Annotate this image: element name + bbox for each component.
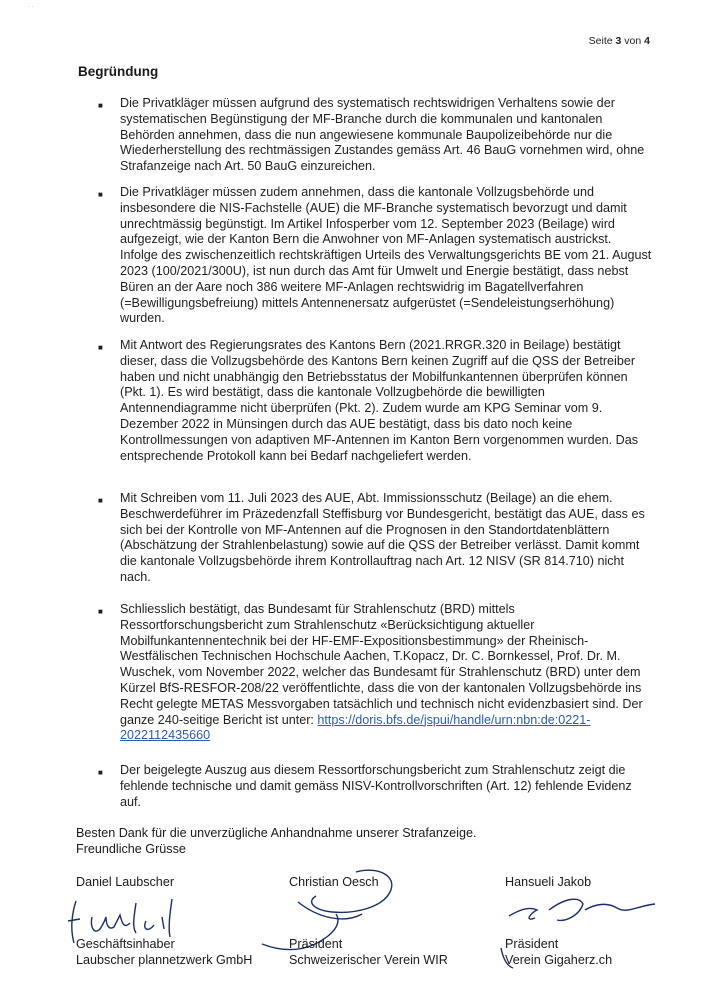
report-link[interactable]: https://doris.bfs.de/jspui/handle/urn:nbn:de:0221-2022112435660: [120, 712, 591, 743]
list-item: [98, 763, 652, 810]
page-separator: von: [624, 35, 642, 47]
list-item: [98, 491, 652, 586]
closing-block: [76, 825, 476, 857]
signatory-role: Präsident: [505, 937, 559, 951]
signatory-name: Hansueli Jakob: [505, 875, 592, 889]
list-item: [98, 338, 652, 464]
section-heading: Begründung: [78, 64, 159, 79]
signatory-role-block: [505, 936, 612, 968]
signatory-org: Laubscher plannetzwerk GmbH: [76, 953, 253, 967]
scan-artifact: · ·: [28, 4, 34, 10]
page-current: 3: [615, 35, 622, 47]
list-item-text: Schliesslich bestätigt, das Bundesamt für Strahlenschutz (BRD) mittels Ressortforschungsbericht zum Strahlenschutz «Berücksichtigung aktueller Mobilfunkantennentechnik bei der HF-EMF-Expositionsbestimmung» der Rheinisch-Westfälischen Technischen Hochschule Aachen, T.Kopacz, Dr. C. Bornkessel, Prof. Dr. M. Wuschek, vom November 2022, welcher das Bundesamt für Strahlenschutz (BRD) unter dem Kürzel BfS-RESFOR-208/22 veröffentlichte, dass die von der kantonalen Vollzugsbehörde ins Recht gelegte METAS Messvorgaben tatsächlich und technisch nicht evidenzbasiert sind. Der ganze 240-seitige Bericht ist unter:: [120, 602, 643, 727]
list-item-text: Der beigelegte Auszug aus diesem Ressortforschungsbericht zum Strahlenschutz zeigt die fehlende technische und damit gemäss NISV-Kontrollvorschriften (Art. 12) fehlende Evidenz auf.: [120, 763, 632, 809]
page-prefix: Seite: [588, 35, 613, 47]
list-item-text: Mit Antwort des Regierungsrates des Kantons Bern (2021.RRGR.320 in Beilage) bestätigt dieser, dass die Vollzugsbehörde des Kantons Bern keinen Zugriff auf die QSS der Betreiber haben und nicht unabhängig den Betriebsstatus der Mobilfunkantennen überprüfen können (Pkt. 1). Es wird bestätigt, dass die kantonale Vollzugbehörde die bewilligten Antennendiagramme nicht überprüfen (Pkt. 2). Zudem wurde am KPG Seminar vom 9. Dezember 2022 in Münsingen durch das AUE bestätigt, dass bis dato noch keine Kontrollmessungen von adaptiven MF-Antennen im Kanton Bern vorgenommen wurden. Das entsprechende Protokoll kann bei Bedarf nachgeliefert werden.: [120, 338, 639, 463]
greeting: Freundliche Grüsse: [76, 842, 186, 856]
signatory-name: Christian Oesch: [289, 875, 379, 889]
bullet-icon: ■: [98, 101, 103, 110]
page-total: 4: [644, 35, 650, 47]
list-item: [98, 96, 652, 175]
bullet-icon: ■: [98, 607, 103, 616]
signatory-org: Verein Gigaherz.ch: [505, 953, 613, 967]
signatory-role: Präsident: [289, 937, 343, 951]
list-item-text: Die Privatkläger müssen zudem annehmen, dass die kantonale Vollzugsbehörde und insbesondere die NIS-Fachstelle (AUE) die MF-Branche systematisch bevorzugt und damit unrechtmässig begünstigt. Im Artikel Infosperber vom 12. September 2023 (Beilage) wird aufgezeigt, wie der Kanton Bern die Anwohner von MF-Anlagen systematisch austrickst. Infolge des zwischenzeitlich rechtskräftigen Urteils des Verwaltungsgerichts BE vom 21. August 2023 (100/2021/300U), ist nun durch das Amt für Umwelt und Energie bestätigt, dass nebst Büren an der Aare noch 386 weitere MF-Anlagen rechtswidrig im Bagatellverfahren (=Bewilligungsbefreiung) mittels Antennenersatz aufgerüstet (=Sendeleistungserhöhung) wurden.: [120, 185, 652, 326]
list-item-text: Mit Schreiben vom 11. Juli 2023 des AUE, Abt. Immissionsschutz (Beilage) an die ehem. Beschwerdeführer im Präzedenzfall Steffisburg vor Bundesgericht, bestätigt das AUE, dass es sich bei der Kontrolle von MF-Antennen auf die Prognosen in den Standortdatenblättern (Abschätzung der Strahlenbelastung) sowie auf die QSS der Betreiber verlässt. Damit kommt die kantonale Vollzugsbehörde ihrem Kontrollauftrag nach Art. 12 NISV (SR 814.710) nicht nach.: [120, 491, 645, 584]
list-item: [98, 602, 652, 744]
list-item-text: Die Privatkläger müssen aufgrund des systematisch rechtswidrigen Verhaltens sowie der systematischen Begünstigung der MF-Branche durch die kommunalen und kantonalen Behörden annehmen, dass die nun angewiesene kommunale Baupolizeibehörde nur die Wiederherstellung des rechtmässigen Zustandes gemäss Art. 46 BauG vornehmen wird, ohne Strafanzeige nach Art. 50 BauG einzureichen.: [120, 96, 645, 174]
signatory-role-block: [289, 936, 448, 968]
closing-line: Besten Dank für die unverzügliche Anhandnahme unserer Strafanzeige.: [76, 826, 477, 840]
bullet-icon: ■: [98, 190, 103, 199]
list-item: [98, 185, 652, 327]
signatory-role: Geschäftsinhaber: [76, 937, 175, 951]
bullet-icon: ■: [98, 343, 103, 352]
signatory-org: Schweizerischer Verein WIR: [289, 953, 448, 967]
bullet-icon: ■: [98, 768, 103, 777]
signatory-name: Daniel Laubscher: [76, 875, 175, 889]
page-number: [589, 35, 650, 47]
bullet-icon: ■: [98, 496, 103, 505]
signatory-role-block: [76, 936, 252, 968]
